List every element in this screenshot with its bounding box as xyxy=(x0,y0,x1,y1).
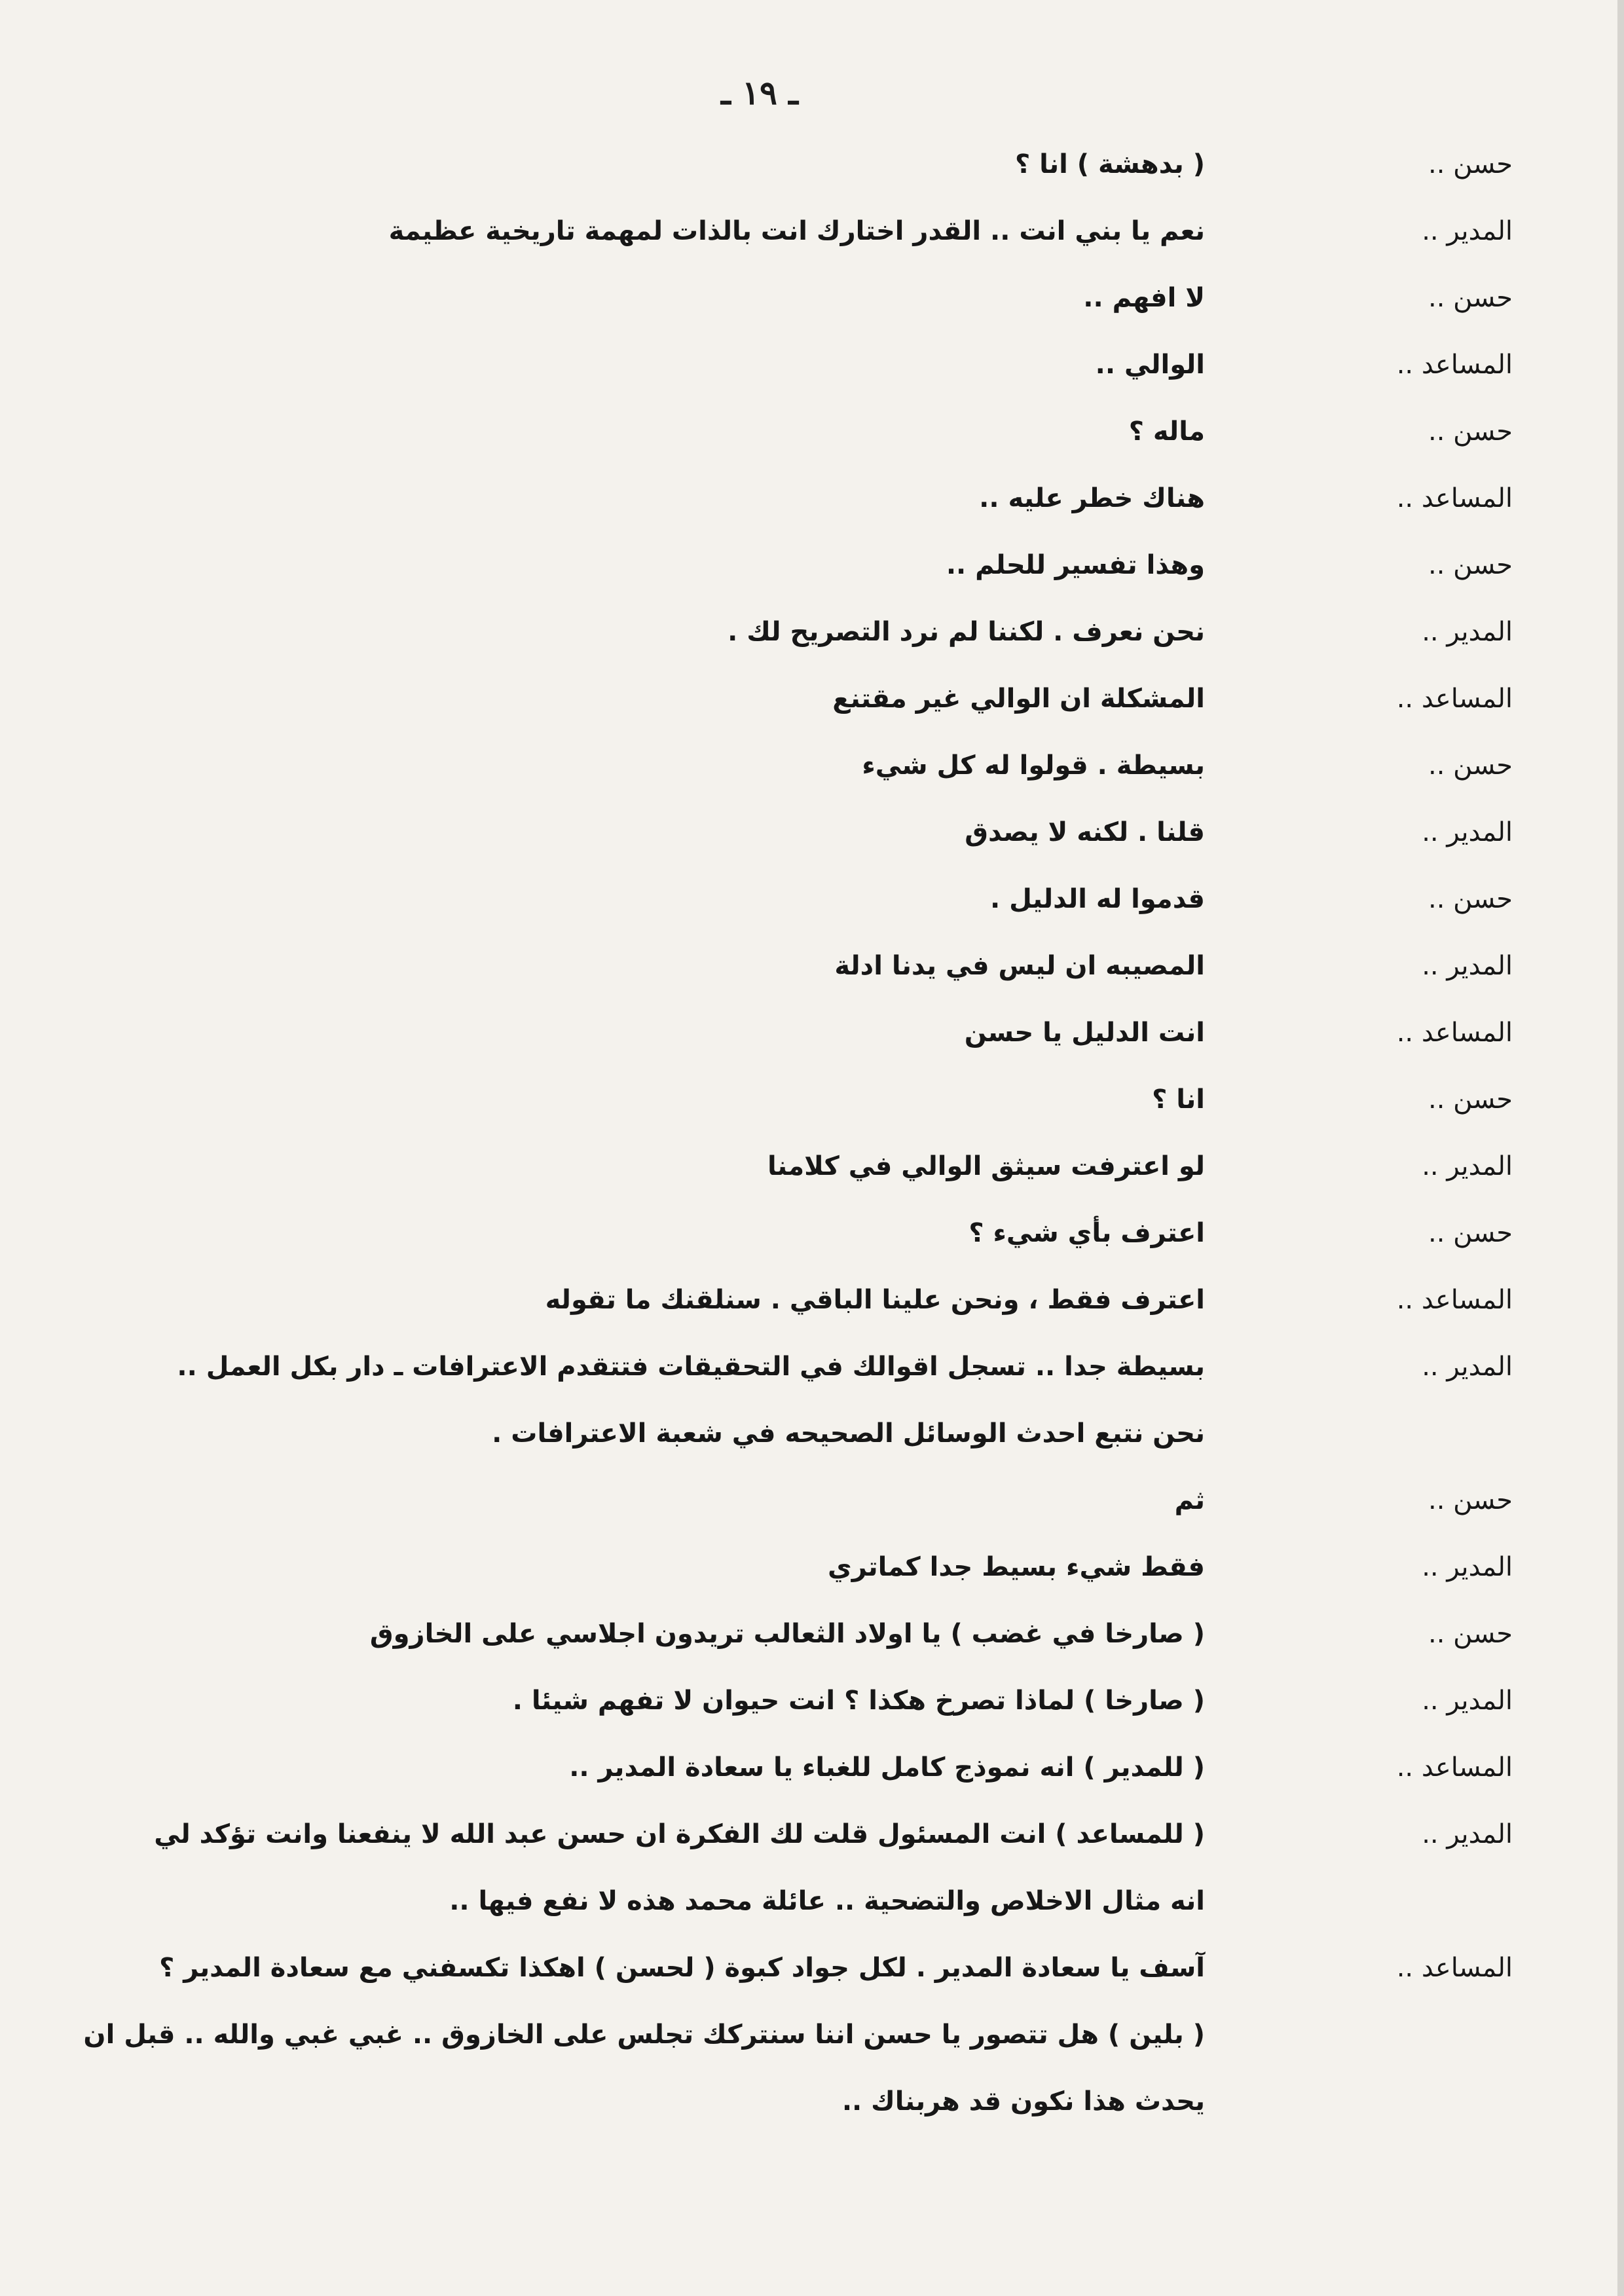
dialogue-line xyxy=(39,799,1519,866)
dialogue-line xyxy=(39,331,1519,398)
dialogue-text: ( للمساعد ) انت المسئول قلت لك الفكرة ان حسن عبد الله لا ينفعنا وانت تؤكد لي xyxy=(154,1819,1205,1849)
speaker-name: المدير .. xyxy=(1422,617,1513,647)
speaker-name: حسن .. xyxy=(1428,750,1513,781)
dialogue-line xyxy=(39,599,1519,665)
dialogue-text: قلنا . لكنه لا يصدق xyxy=(965,817,1205,847)
dialogue-line xyxy=(39,198,1519,265)
dialogue-continuation-line xyxy=(39,1868,1519,1935)
dialogue-text: انه مثال الاخلاص والتضحية .. عائلة محمد هذه لا نفع فيها .. xyxy=(449,1886,1205,1916)
speaker-name: المساعد .. xyxy=(1396,684,1513,714)
page-number: ـ ١٩ ـ xyxy=(721,73,798,112)
dialogue-text: هناك خطر عليه .. xyxy=(979,483,1205,513)
dialogue-line xyxy=(39,866,1519,933)
dialogue-text: الوالي .. xyxy=(1095,350,1205,380)
speaker-name: المساعد .. xyxy=(1396,1953,1513,1983)
dialogue-text: آسف يا سعادة المدير . لكل جواد كبوة ( لحسن ) اهكذا تكسفني مع سعادة المدير ؟ xyxy=(159,1953,1205,1983)
speaker-name: حسن .. xyxy=(1428,550,1513,580)
speaker-name: حسن .. xyxy=(1428,417,1513,447)
dialogue-continuation-line xyxy=(39,2068,1519,2135)
dialogue-line xyxy=(39,1267,1519,1333)
dialogue-line xyxy=(39,1133,1519,1200)
dialogue-text: بسيطة جدا .. تسجل اقوالك في التحقيقات فتتقدم الاعترافات ـ دار بكل العمل .. xyxy=(177,1352,1205,1382)
dialogue-line xyxy=(39,999,1519,1066)
dialogue-text: المشكلة ان الوالي غير مقتنع xyxy=(832,684,1205,714)
speaker-name: حسن .. xyxy=(1428,1619,1513,1649)
dialogue-line xyxy=(39,1333,1519,1400)
dialogue-text: فقط شيء بسيط جدا كماتري xyxy=(828,1552,1205,1582)
dialogue-text: نحن نعرف . لكننا لم نرد التصريح لك . xyxy=(728,617,1205,647)
dialogue-text: ( صارخا في غضب ) يا اولاد الثعالب تريدون اجلاسي على الخازوق xyxy=(369,1619,1205,1649)
speaker-name: المساعد .. xyxy=(1396,483,1513,513)
dialogue-text: ( للمدير ) انه نموذج كامل للغباء يا سعادة المدير .. xyxy=(569,1752,1205,1783)
dialogue-text: ( بدهشة ) انا ؟ xyxy=(1014,149,1205,179)
dialogue-text: نحن نتبع احدث الوسائل الصحيحه في شعبة الاعترافات . xyxy=(492,1418,1205,1449)
dialogue-text: ( بلين ) هل تتصور يا حسن اننا سنتركك تجلس على الخازوق .. غبي غبي والله .. قبل ان xyxy=(83,2020,1205,2050)
dialogue-line xyxy=(39,1601,1519,1667)
speaker-name: المساعد .. xyxy=(1396,1752,1513,1783)
speaker-name: المساعد .. xyxy=(1396,1285,1513,1315)
speaker-name: المدير .. xyxy=(1422,216,1513,246)
dialogue-text: انا ؟ xyxy=(1152,1084,1205,1115)
dialogue-text: المصيبه ان ليس في يدنا ادلة xyxy=(834,951,1205,981)
dialogue-text: قدموا له الدليل . xyxy=(990,884,1205,914)
dialogue-continuation-line xyxy=(39,1400,1519,1467)
speaker-name: حسن .. xyxy=(1428,283,1513,313)
dialogue-line xyxy=(39,131,1519,198)
dialogue-line xyxy=(39,465,1519,532)
dialogue-line xyxy=(39,265,1519,331)
dialogue-line xyxy=(39,732,1519,799)
speaker-name: المدير .. xyxy=(1422,817,1513,847)
speaker-name: المدير .. xyxy=(1422,1686,1513,1716)
dialogue-text: لو اعترفت سيثق الوالي في كلامنا xyxy=(767,1151,1205,1181)
speaker-name: المدير .. xyxy=(1422,1352,1513,1382)
speaker-name: حسن .. xyxy=(1428,149,1513,179)
dialogue-continuation-line xyxy=(39,2001,1519,2068)
dialogue-line xyxy=(39,1534,1519,1601)
dialogue-text: يحدث هذا نكون قد هربناك .. xyxy=(841,2086,1205,2117)
dialogue-text: انت الدليل يا حسن xyxy=(964,1018,1205,1048)
dialogue-text: لا افهم .. xyxy=(1083,283,1205,313)
dialogue-script xyxy=(39,131,1519,2135)
dialogue-line xyxy=(39,1467,1519,1534)
dialogue-line xyxy=(39,398,1519,465)
dialogue-text: اعترف بأي شيء ؟ xyxy=(969,1218,1205,1248)
dialogue-line xyxy=(39,1935,1519,2001)
dialogue-text: ( صارخا ) لماذا تصرخ هكذا ؟ انت حيوان لا تفهم شيئا . xyxy=(512,1686,1205,1716)
dialogue-line xyxy=(39,1667,1519,1734)
dialogue-text: ماله ؟ xyxy=(1128,417,1205,447)
dialogue-line xyxy=(39,1066,1519,1133)
speaker-name: المدير .. xyxy=(1422,951,1513,981)
dialogue-line xyxy=(39,933,1519,999)
dialogue-line xyxy=(39,1734,1519,1801)
dialogue-text: نعم يا بني انت .. القدر اختارك انت بالذات لمهمة تاريخية عظيمة xyxy=(388,216,1205,246)
speaker-name: حسن .. xyxy=(1428,1485,1513,1515)
dialogue-text: بسيطة . قولوا له كل شيء xyxy=(862,750,1205,781)
speaker-name: حسن .. xyxy=(1428,884,1513,914)
speaker-name: المدير .. xyxy=(1422,1819,1513,1849)
speaker-name: حسن .. xyxy=(1428,1218,1513,1248)
dialogue-text: ثم xyxy=(1174,1485,1205,1515)
dialogue-line xyxy=(39,665,1519,732)
dialogue-line xyxy=(39,1801,1519,1868)
speaker-name: المدير .. xyxy=(1422,1552,1513,1582)
speaker-name: حسن .. xyxy=(1428,1084,1513,1115)
dialogue-text: وهذا تفسير للحلم .. xyxy=(946,550,1205,580)
speaker-name: المدير .. xyxy=(1422,1151,1513,1181)
speaker-name: المساعد .. xyxy=(1396,1018,1513,1048)
dialogue-line xyxy=(39,1200,1519,1267)
dialogue-line xyxy=(39,532,1519,599)
speaker-name: المساعد .. xyxy=(1396,350,1513,380)
dialogue-text: اعترف فقط ، ونحن علينا الباقي . سنلقنك ما تقوله xyxy=(545,1285,1205,1315)
